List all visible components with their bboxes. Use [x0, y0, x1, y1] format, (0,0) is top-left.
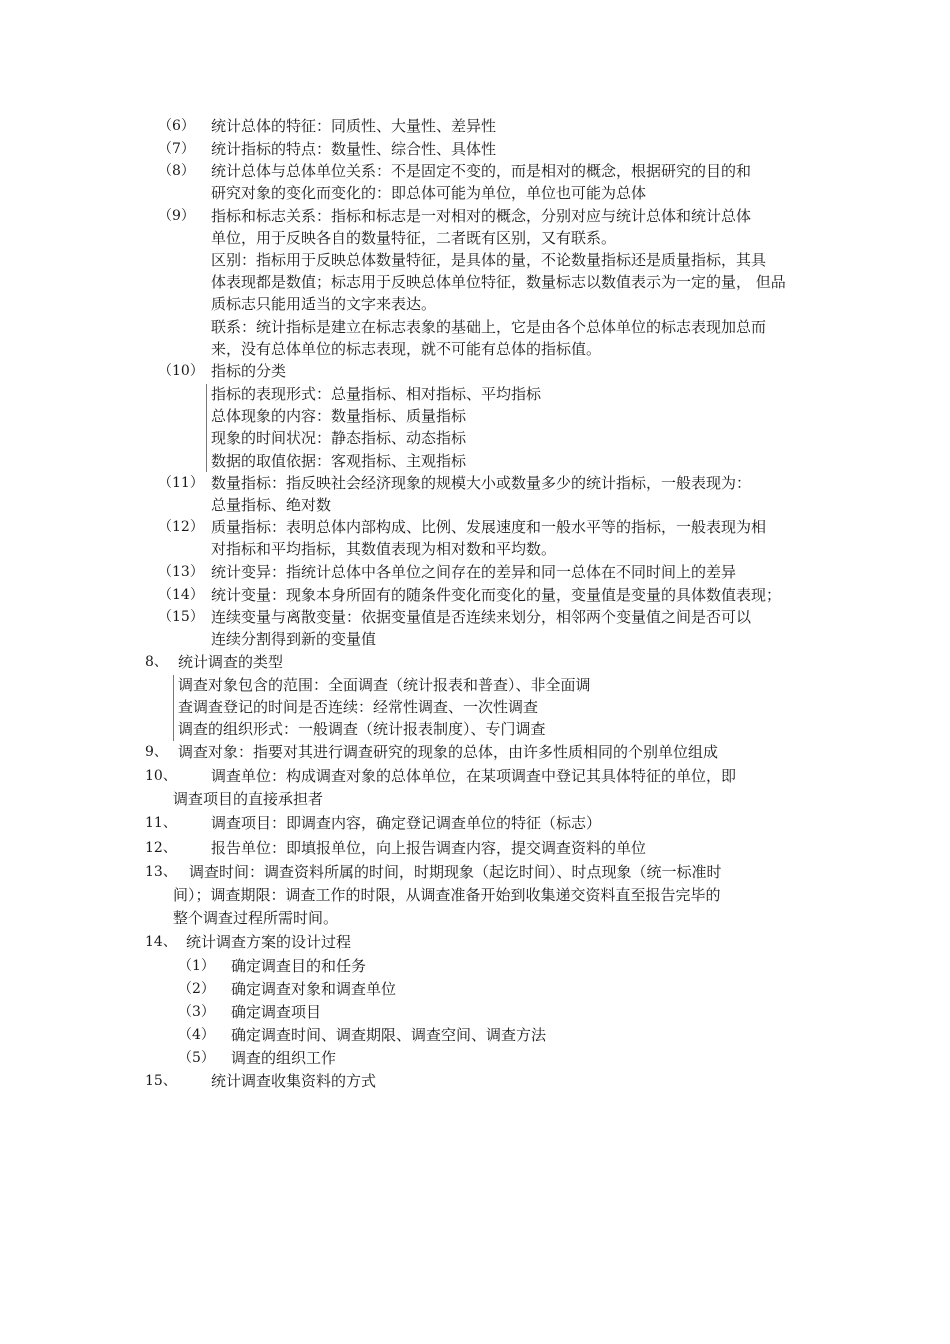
- main-item-text: 整个调查过程所需时间。: [173, 909, 339, 927]
- survey-type-line: 查调查登记的时间是否连续：经常性调查、一次性调查: [178, 698, 539, 716]
- sub-item-text: 质量指标：表明总体内部构成、比例、发展速度和一般水平等的指标，一般表现为相: [211, 518, 767, 536]
- sub-item-text: 统计总体的特征：同质性、大量性、差异性: [211, 117, 497, 135]
- main-item-number: 11、: [145, 815, 177, 831]
- main-item-text: 间）；调查期限：调查工作的时限，从调查准备开始到收集递交资料直至报告完毕的: [173, 886, 721, 904]
- sub-item-text: 质标志只能用适当的文字来表达。: [211, 295, 437, 313]
- sub-item-number: （11）: [158, 475, 204, 491]
- main-item-text: 调查时间：调查资料所属的时间，时期现象（起讫时间）、时点现象（统一标准时: [189, 863, 722, 881]
- main-item-text: 统计调查方案的设计过程: [186, 933, 352, 951]
- sub-item-text: 指标和标志关系：指标和标志是一对相对的概念，分别对应与统计总体和统计总体: [211, 207, 752, 225]
- sub-item-number: （6）: [158, 118, 195, 134]
- sub-item-text: 统计变异：指统计总体中各单位之间存在的差异和同一总体在不同时间上的差异: [211, 563, 737, 581]
- design-step-text: 调查的组织工作: [231, 1049, 337, 1067]
- main-item-title: 统计调查收集资料的方式: [211, 1072, 377, 1090]
- sub-item-text: 连续分割得到新的变量值: [211, 630, 377, 648]
- sub-item-text: 区别：指标用于反映总体数量特征，是具体的量，不论数量指标还是质量指标，其具: [211, 251, 767, 269]
- main-item-number: 14、: [145, 934, 177, 950]
- design-step-text: 确定调查项目: [231, 1003, 322, 1021]
- sub-item-text: 指标的分类: [211, 362, 287, 380]
- main-item-number: 10、: [145, 768, 177, 784]
- main-item-text: 报告单位：即填报单位，向上报告调查内容，提交调查资料的单位: [211, 839, 647, 857]
- design-step-number: （4）: [178, 1027, 215, 1043]
- survey-type-line: 调查的组织形式：一般调查（统计报表制度）、专门调查: [178, 720, 546, 738]
- sub-item-number: （13）: [158, 564, 204, 580]
- sub-item-text: 数量指标：指反映社会经济现象的规模大小或数量多少的统计指标，一般表现为：: [211, 474, 752, 492]
- main-item-number: 9、: [145, 744, 168, 760]
- design-step-number: （5）: [178, 1050, 215, 1066]
- sub-item-number: （7）: [158, 141, 195, 157]
- sub-item-text: 联系：统计指标是建立在标志表象的基础上，它是由各个总体单位的标志表现加总而: [211, 318, 767, 336]
- sub-item-text: 单位，用于反映各自的数量特征，二者既有区别，又有联系。: [211, 229, 617, 247]
- main-item-text: 调查单位：构成调查对象的总体单位，在某项调查中登记其具体特征的单位，即: [211, 767, 737, 785]
- design-step-text: 确定调查目的和任务: [231, 957, 367, 975]
- sub-item-text: 统计指标的特点：数量性、综合性、具体性: [211, 140, 497, 158]
- sub-item-number: （15）: [158, 609, 204, 625]
- sub-item-text: 体表现都是数值；标志用于反映总体单位特征，数量标志以数值表示为一定的量， 但品: [211, 273, 786, 291]
- sub-item-number: （9）: [158, 208, 195, 224]
- sub-item-text: 统计变量：现象本身所固有的随条件变化而变化的量，变量值是变量的具体数值表现；: [211, 586, 782, 604]
- main-item-text: 调查对象：指要对其进行调查研究的现象的总体，由许多性质相同的个别单位组成: [178, 743, 719, 761]
- design-step-text: 确定调查时间、调查期限、调查空间、调查方法: [231, 1026, 547, 1044]
- sub-item-text: 统计总体与总体单位关系：不是固定不变的，而是相对的概念，根据研究的目的和: [211, 162, 752, 180]
- sub-item-text: 来，没有总体单位的标志表现，就不可能有总体的指标值。: [211, 340, 602, 358]
- main-item-number: 8、: [145, 654, 168, 670]
- design-step-number: （1）: [178, 958, 215, 974]
- sub-item-text: 总量指标、绝对数: [211, 496, 332, 514]
- main-item-text: 调查项目的直接承担者: [173, 790, 324, 808]
- design-step-number: （2）: [178, 981, 215, 997]
- sub-item-number: （12）: [158, 519, 204, 535]
- main-item-title: 统计调查的类型: [178, 653, 284, 671]
- sub-item-text: 对指标和平均指标，其数值表现为相对数和平均数。: [211, 540, 557, 558]
- sub-item-text: 研究对象的变化而变化的：即总体可能为单位，单位也可能为总体: [211, 184, 647, 202]
- indicator-class-line: 现象的时间状况：静态指标、动态指标: [211, 429, 467, 447]
- sub-item-number: （10）: [158, 363, 204, 379]
- sub-item-text: 连续变量与离散变量：依据变量值是否连续来划分，相邻两个变量值之间是否可以: [211, 608, 752, 626]
- classification-bracket: [206, 384, 207, 472]
- indicator-class-line: 指标的表现形式：总量指标、相对指标、平均指标: [211, 385, 542, 403]
- indicator-class-line: 总体现象的内容：数量指标、质量指标: [211, 407, 467, 425]
- main-item-number: 12、: [145, 840, 177, 856]
- design-step-number: （3）: [178, 1004, 215, 1020]
- sub-item-number: （8）: [158, 163, 195, 179]
- survey-type-line: 调查对象包含的范围：全面调查（统计报表和普查）、非全面调: [178, 676, 591, 694]
- main-item-number: 15、: [145, 1073, 177, 1089]
- indicator-class-line: 数据的取值依据：客观指标、主观指标: [211, 452, 467, 470]
- design-step-text: 确定调查对象和调查单位: [231, 980, 397, 998]
- main-item-text: 调查项目：即调查内容，确定登记调查单位的特征（标志）: [211, 814, 602, 832]
- survey-types-bracket: [173, 675, 174, 741]
- sub-item-number: （14）: [158, 587, 204, 603]
- main-item-number: 13、: [145, 864, 177, 880]
